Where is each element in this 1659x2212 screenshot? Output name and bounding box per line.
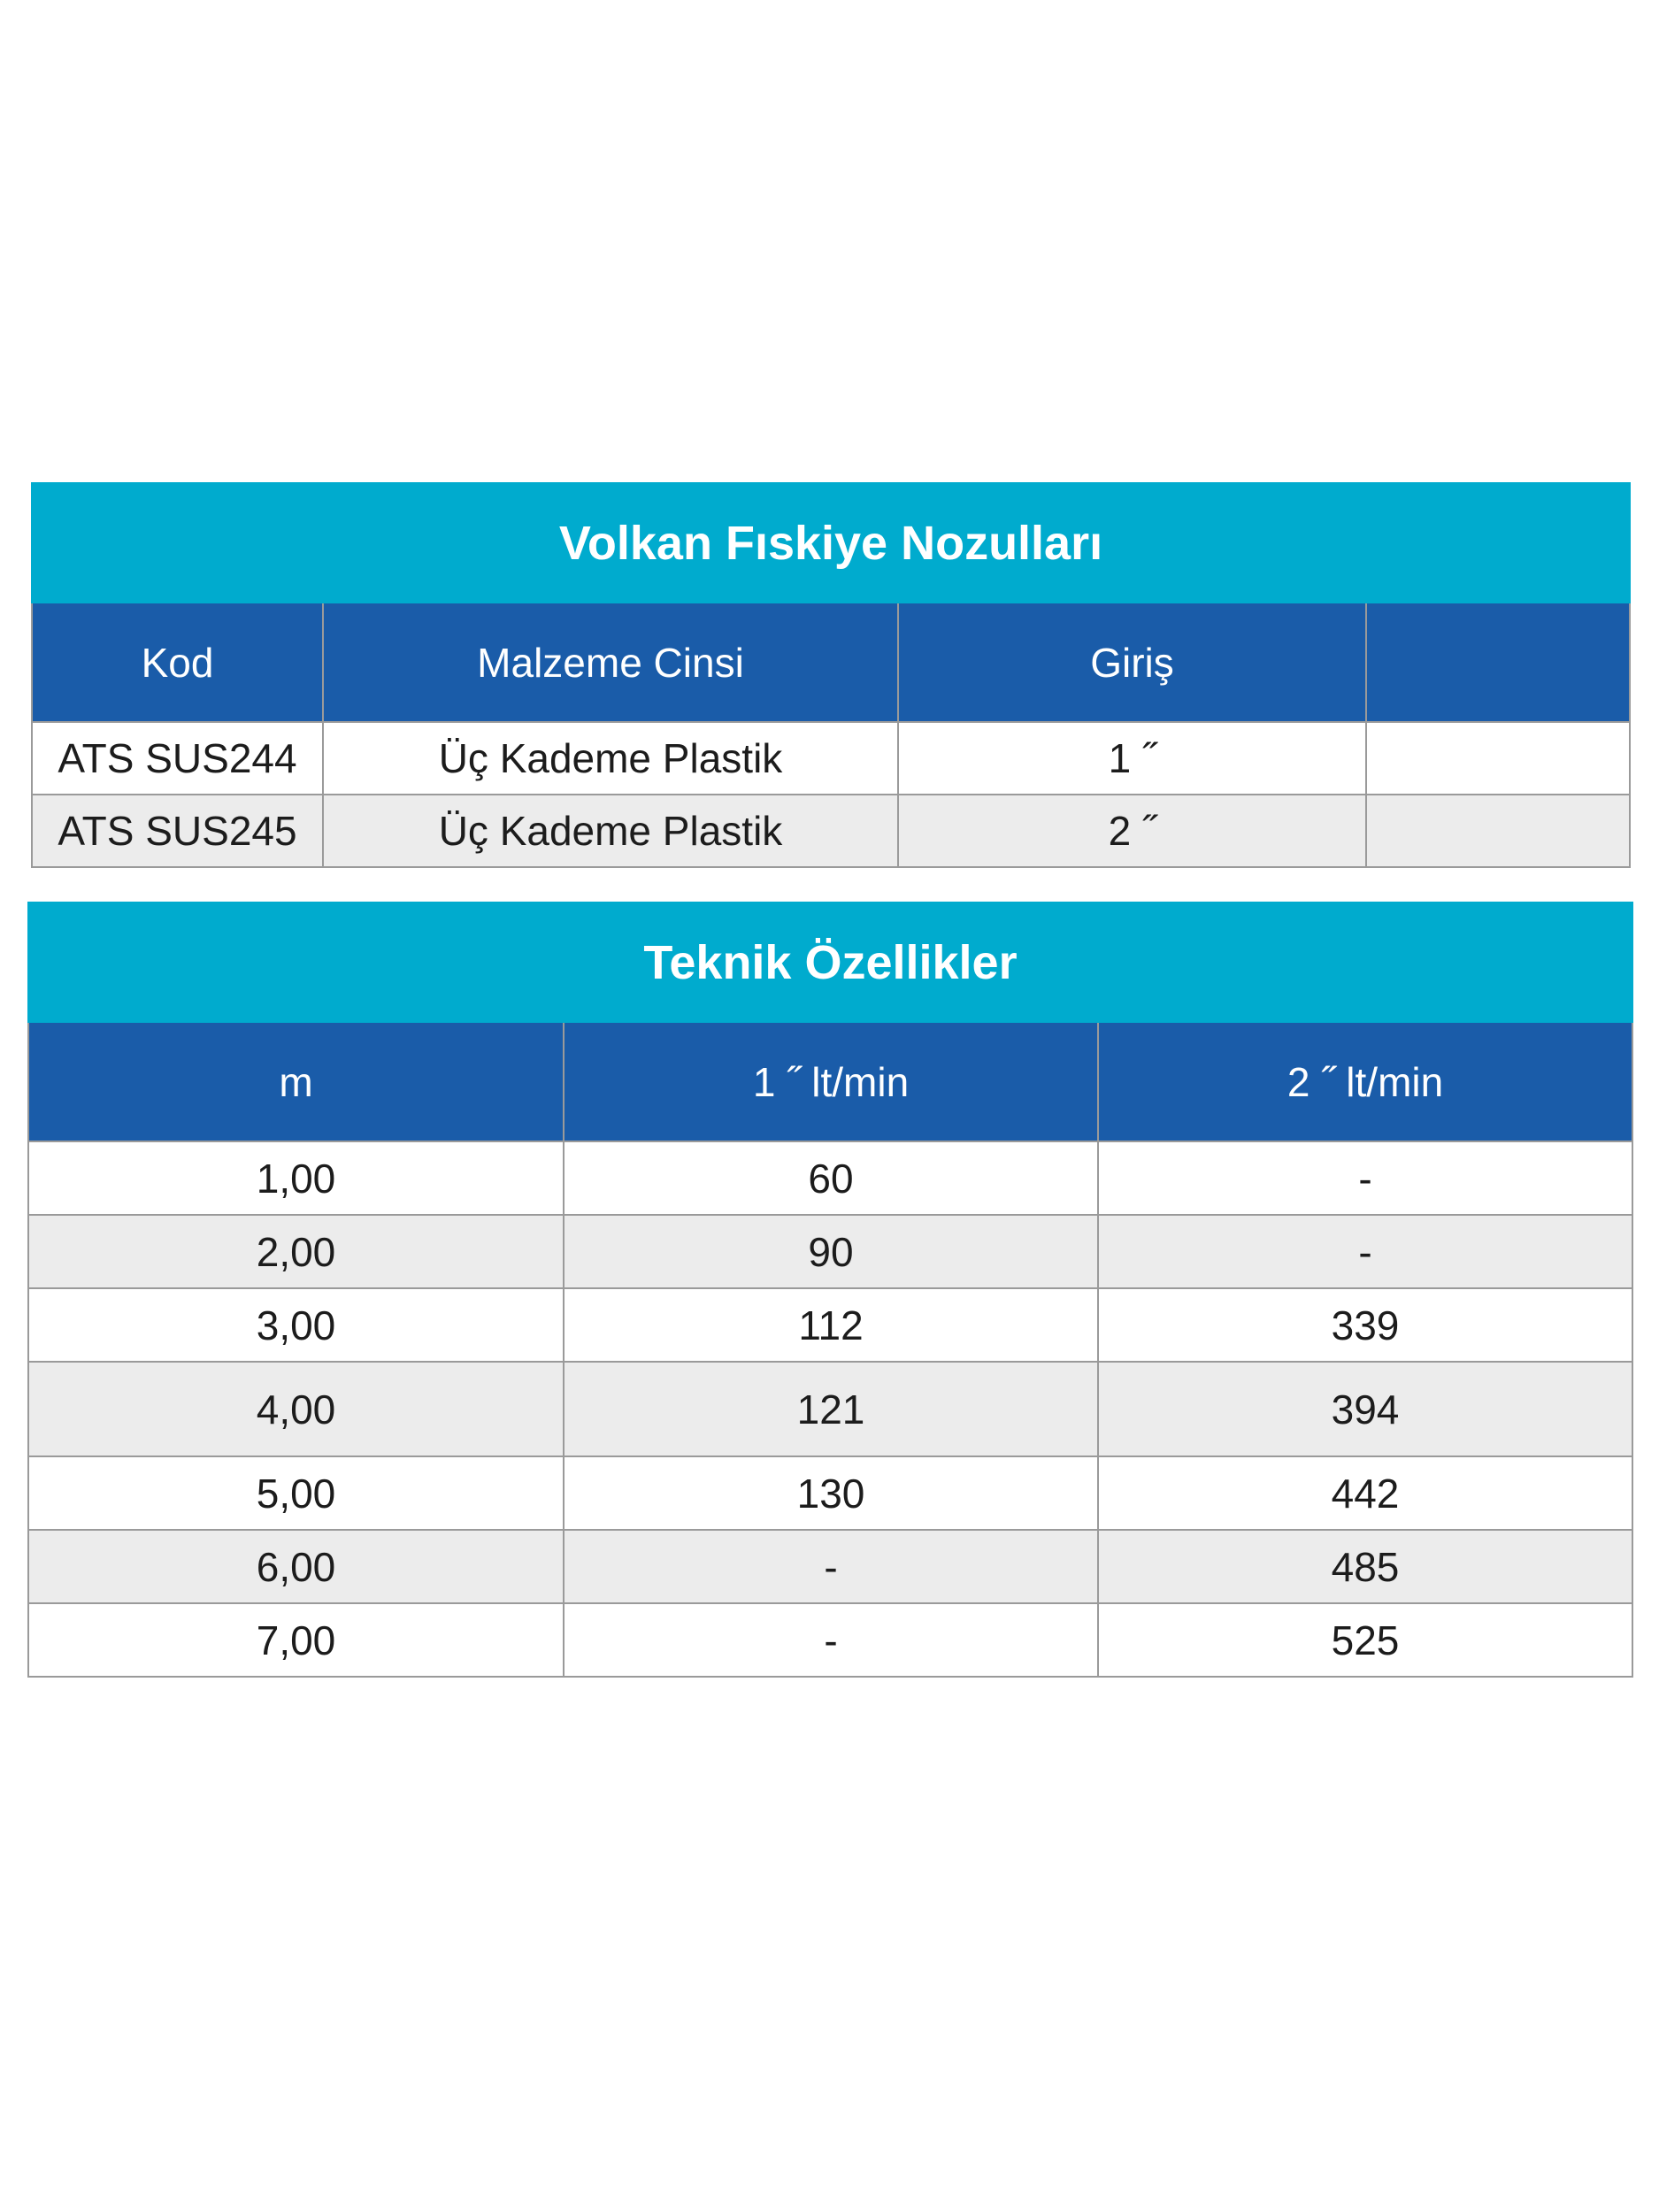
table-row: [28, 1215, 1632, 1288]
cell-1-inch: -: [564, 1530, 1098, 1603]
cell-1-inch: 60: [564, 1141, 1098, 1215]
cell-empty: [1366, 722, 1630, 795]
table-row: [28, 1456, 1632, 1530]
cell-2-inch: 339: [1098, 1288, 1632, 1362]
specs-table-title: Teknik Özellikler: [28, 902, 1632, 1022]
cell-giris: 2 ˝: [898, 795, 1366, 867]
cell-giris: 1 ˝: [898, 722, 1366, 795]
header-kod: Kod: [32, 603, 323, 722]
cell-2-inch: -: [1098, 1141, 1632, 1215]
table-row: [28, 1288, 1632, 1362]
table-row: [32, 795, 1630, 867]
table-row: [28, 1141, 1632, 1215]
cell-malzeme: Üç Kademe Plastik: [323, 722, 898, 795]
specs-table: [27, 902, 1633, 1678]
table-row: [28, 1603, 1632, 1677]
cell-1-inch: 112: [564, 1288, 1098, 1362]
header-malzeme-cinsi: Malzeme Cinsi: [323, 603, 898, 722]
cell-1-inch: 121: [564, 1362, 1098, 1456]
cell-1-inch: 130: [564, 1456, 1098, 1530]
cell-2-inch: 442: [1098, 1456, 1632, 1530]
cell-empty: [1366, 795, 1630, 867]
product-table-header-row: [32, 603, 1630, 722]
cell-m: 7,00: [28, 1603, 564, 1677]
specs-table-header-row: [28, 1022, 1632, 1141]
cell-m: 1,00: [28, 1141, 564, 1215]
table-row: [28, 1530, 1632, 1603]
cell-m: 4,00: [28, 1362, 564, 1456]
cell-malzeme: Üç Kademe Plastik: [323, 795, 898, 867]
product-table-title: Volkan Fıskiye Nozulları: [32, 483, 1630, 603]
cell-kod: ATS SUS244: [32, 722, 323, 795]
cell-m: 2,00: [28, 1215, 564, 1288]
cell-m: 3,00: [28, 1288, 564, 1362]
cell-m: 5,00: [28, 1456, 564, 1530]
header-giris: Giriş: [898, 603, 1366, 722]
cell-m: 6,00: [28, 1530, 564, 1603]
header-1-inch-flow: 1 ˝ lt/min: [564, 1022, 1098, 1141]
cell-1-inch: -: [564, 1603, 1098, 1677]
table-row: [32, 722, 1630, 795]
specs-table-title-row: [28, 902, 1632, 1022]
cell-kod: ATS SUS245: [32, 795, 323, 867]
cell-2-inch: -: [1098, 1215, 1632, 1288]
product-table: [31, 482, 1631, 868]
header-2-inch-flow: 2 ˝ lt/min: [1098, 1022, 1632, 1141]
table-row: [28, 1362, 1632, 1456]
cell-2-inch: 525: [1098, 1603, 1632, 1677]
cell-2-inch: 394: [1098, 1362, 1632, 1456]
header-m: m: [28, 1022, 564, 1141]
product-table-title-row: [32, 483, 1630, 603]
cell-1-inch: 90: [564, 1215, 1098, 1288]
cell-2-inch: 485: [1098, 1530, 1632, 1603]
header-empty: [1366, 603, 1630, 722]
